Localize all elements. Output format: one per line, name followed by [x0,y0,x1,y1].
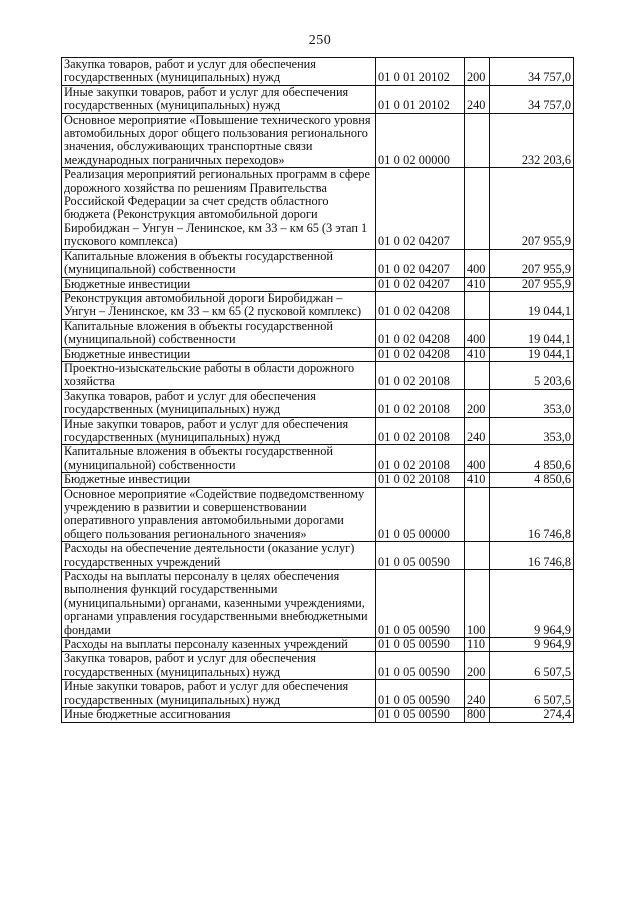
row-code-cell: 01 0 02 04208 [376,347,465,361]
table-row [62,58,574,86]
table-row [62,277,574,291]
row-name-cell: Иные закупки товаров, работ и услуг для обеспечения государственных (муниципальных) нужд [62,680,376,708]
row-expense-type-cell [465,291,490,319]
row-expense-type-cell [465,168,490,249]
row-expense-type-cell: 800 [465,708,490,722]
table-row [62,291,574,319]
row-name-cell: Бюджетные инвестиции [62,347,376,361]
page-number: 250 [308,33,332,48]
row-name-cell: Капитальные вложения в объекты государственной (муниципальной) собственности [62,249,376,277]
row-name-cell: Бюджетные инвестиции [62,473,376,487]
row-expense-type-cell: 200 [465,652,490,680]
row-name-cell: Закупка товаров, работ и услуг для обеспечения государственных (муниципальных) нужд [62,652,376,680]
row-amount-cell: 6 507,5 [490,680,574,708]
row-code-cell: 01 0 02 00000 [376,113,465,168]
row-name-cell: Расходы на выплаты персоналу в целях обеспечения выполнения функций государственными (муниципальными) органами, казенными учреждениями, органами управления государственными внебюджетными фондами [62,570,376,638]
row-code-cell: 01 0 05 00590 [376,680,465,708]
row-code-cell: 01 0 02 20108 [376,445,465,473]
row-amount-cell: 207 955,9 [490,277,574,291]
table-row [62,85,574,113]
row-name-cell: Капитальные вложения в объекты государственной (муниципальной) собственности [62,445,376,473]
row-expense-type-cell: 400 [465,319,490,347]
table-row [62,347,574,361]
row-expense-type-cell: 410 [465,277,490,291]
row-expense-type-cell: 200 [465,58,490,86]
row-amount-cell: 207 955,9 [490,168,574,249]
row-name-cell: Закупка товаров, работ и услуг для обеспечения государственных (муниципальных) нужд [62,389,376,417]
row-expense-type-cell: 240 [465,680,490,708]
row-expense-type-cell: 410 [465,347,490,361]
row-amount-cell: 4 850,6 [490,445,574,473]
row-expense-type-cell: 240 [465,417,490,445]
row-code-cell: 01 0 05 00590 [376,708,465,722]
row-amount-cell: 16 746,8 [490,542,574,570]
row-name-cell: Бюджетные инвестиции [62,277,376,291]
row-expense-type-cell [465,113,490,168]
row-amount-cell: 353,0 [490,389,574,417]
table-row [62,487,574,542]
row-name-cell: Иные бюджетные ассигнования [62,708,376,722]
row-amount-cell: 9 964,9 [490,638,574,652]
row-name-cell: Расходы на выплаты персоналу казенных учреждений [62,638,376,652]
row-name-cell: Закупка товаров, работ и услуг для обеспечения государственных (муниципальных) нужд [62,58,376,86]
row-expense-type-cell: 410 [465,473,490,487]
row-name-cell: Реализация мероприятий региональных программ в сфере дорожного хозяйства по решениям Правительства Российской Федерации за счет средств областного бюджета (Реконструкция автомобильной дороги Биробиджан – Унгун – Ленинское, км 33 – км 65 (3 этап 1 пускового комплекса) [62,168,376,249]
row-amount-cell: 207 955,9 [490,249,574,277]
table-row [62,319,574,347]
row-code-cell: 01 0 02 04208 [376,319,465,347]
row-expense-type-cell: 100 [465,570,490,638]
table-row [62,113,574,168]
table-row [62,542,574,570]
row-code-cell: 01 0 02 20108 [376,417,465,445]
table-row [62,570,574,638]
table-row [62,445,574,473]
row-name-cell: Реконструкция автомобильной дороги Биробиджан – Унгун – Ленинское, км 33 – км 65 (2 пусковой комплекс) [62,291,376,319]
row-expense-type-cell: 240 [465,85,490,113]
row-code-cell: 01 0 05 00590 [376,570,465,638]
row-code-cell: 01 0 02 04207 [376,168,465,249]
table-row [62,417,574,445]
row-expense-type-cell [465,542,490,570]
row-name-cell: Проектно-изыскательские работы в области дорожного хозяйства [62,361,376,389]
row-code-cell: 01 0 02 04207 [376,249,465,277]
row-amount-cell: 19 044,1 [490,347,574,361]
row-name-cell: Расходы на обеспечение деятельности (оказание услуг) государственных учреждений [62,542,376,570]
row-expense-type-cell [465,361,490,389]
row-code-cell: 01 0 02 20108 [376,389,465,417]
row-code-cell: 01 0 02 20108 [376,473,465,487]
row-amount-cell: 6 507,5 [490,652,574,680]
row-code-cell: 01 0 01 20102 [376,85,465,113]
row-amount-cell: 34 757,0 [490,58,574,86]
row-amount-cell: 274,4 [490,708,574,722]
row-code-cell: 01 0 02 04207 [376,277,465,291]
budget-table [61,57,574,723]
row-amount-cell: 16 746,8 [490,487,574,542]
row-amount-cell: 5 203,6 [490,361,574,389]
row-amount-cell: 232 203,6 [490,113,574,168]
row-code-cell: 01 0 05 00590 [376,638,465,652]
row-name-cell: Капитальные вложения в объекты государственной (муниципальной) собственности [62,319,376,347]
row-expense-type-cell: 110 [465,638,490,652]
row-name-cell: Основное мероприятие «Повышение технического уровня автомобильных дорог общего пользования регионального значения, обслуживающих транспортные связи международных пограничных переходов» [62,113,376,168]
table-row [62,361,574,389]
row-expense-type-cell [465,487,490,542]
row-amount-cell: 34 757,0 [490,85,574,113]
row-code-cell: 01 0 02 20108 [376,361,465,389]
table-row [62,249,574,277]
row-name-cell: Иные закупки товаров, работ и услуг для обеспечения государственных (муниципальных) нужд [62,417,376,445]
row-expense-type-cell: 400 [465,249,490,277]
row-code-cell: 01 0 05 00000 [376,487,465,542]
table-row [62,473,574,487]
row-code-cell: 01 0 05 00590 [376,542,465,570]
row-amount-cell: 4 850,6 [490,473,574,487]
table-row [62,168,574,249]
row-name-cell: Основное мероприятие «Содействие подведомственному учреждению в развитии и совершенствовании оперативного управления автомобильными дорогами общего пользования регионального значения» [62,487,376,542]
table-row [62,389,574,417]
row-name-cell: Иные закупки товаров, работ и услуг для обеспечения государственных (муниципальных) нужд [62,85,376,113]
row-amount-cell: 19 044,1 [490,319,574,347]
row-amount-cell: 353,0 [490,417,574,445]
table-row [62,708,574,722]
row-expense-type-cell: 400 [465,445,490,473]
table-row [62,638,574,652]
budget-table-body [62,58,574,723]
row-expense-type-cell: 200 [465,389,490,417]
row-code-cell: 01 0 02 04208 [376,291,465,319]
row-code-cell: 01 0 01 20102 [376,58,465,86]
table-row [62,652,574,680]
table-row [62,680,574,708]
row-amount-cell: 9 964,9 [490,570,574,638]
row-amount-cell: 19 044,1 [490,291,574,319]
row-code-cell: 01 0 05 00590 [376,652,465,680]
